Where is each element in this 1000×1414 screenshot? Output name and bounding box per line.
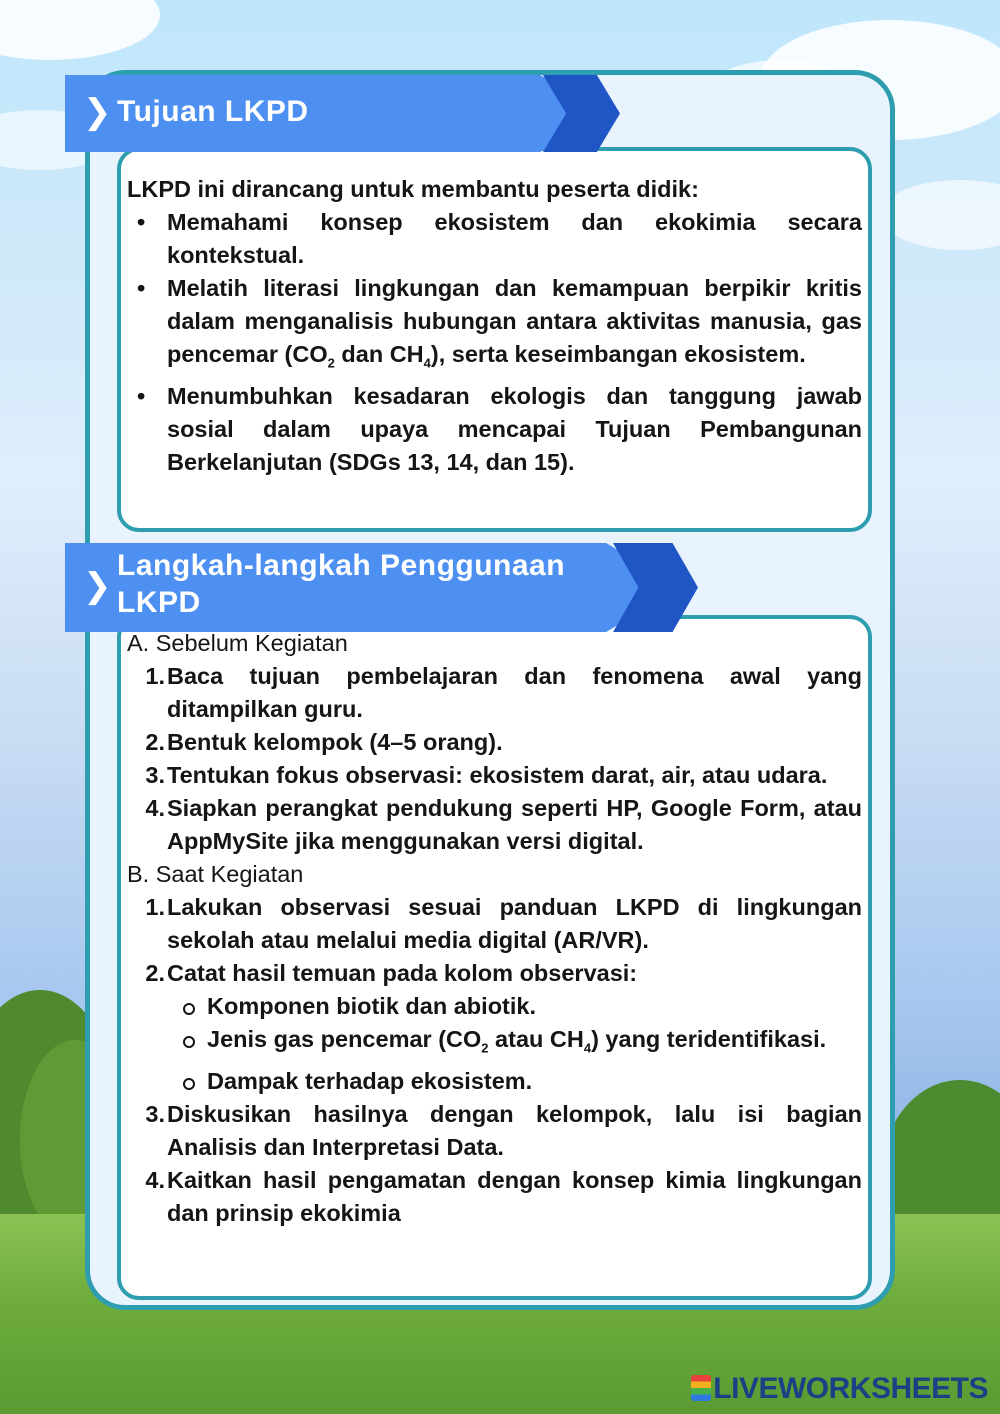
tujuan-list [127, 206, 862, 479]
list-item: • Melatih literasi lingkungan dan kemampuan berpikir kritis dalam menganalisis hubungan antara aktivitas manusia, gas pencemar ($CO_2$ dan $CH_4$), serta keseimbangan ekosistem. [127, 272, 862, 380]
list-item: 4. Siapkan perangkat pendukung seperti HP, Google Form, atau AppMySite jika menggunakan versi digital. [145, 795, 862, 854]
tujuan-content [127, 173, 862, 479]
chevron-right-icon: ❯ [83, 93, 112, 131]
tujuan-banner [65, 75, 620, 152]
section-heading: B. Saat Kegiatan [127, 861, 304, 887]
cloud [0, 0, 160, 60]
chevron-right-icon: ❯ [83, 567, 112, 605]
section-heading: A. Sebelum Kegiatan [127, 630, 348, 656]
list-item: 3. Tentukan fokus observasi: ekosistem darat, air, atau udara. [145, 762, 828, 788]
tujuan-intro: LKPD ini dirancang untuk membantu peserta didik: [127, 176, 699, 202]
liveworksheets-logo[interactable]: LIVEWORKSHEETS [691, 1372, 988, 1406]
langkah-title: Langkah-langkah Penggunaan LKPD [117, 549, 566, 619]
list-item: 1. Baca tujuan pembelajaran dan fenomena awal yang ditampilkan guru. [145, 663, 862, 722]
tujuan-title: Tujuan LKPD [117, 95, 309, 128]
logo-mark-icon [691, 1375, 711, 1401]
list-item: • Menumbuhkan kesadaran ekologis dan tanggung jawab sosial dalam upaya mencapai Tujuan Pembangunan Berkelanjutan (SDGs 13, 14, dan 15). [127, 380, 862, 479]
list-item: Dampak terhadap ekosistem. [167, 1065, 862, 1098]
cloud [880, 180, 1000, 250]
langkah-content [127, 627, 862, 1230]
langkah-banner [65, 543, 698, 632]
steps-during [127, 891, 862, 1230]
list-item: 2. Bentuk kelompok (4–5 orang). [145, 729, 503, 755]
list-item: 2. Catat hasil temuan pada kolom observasi: Komponen biotik dan abiotik. Jenis gas pencemar ($CO_2$ atau $CH_4$) yang teridentifikasi. Dampak terhadap ekosistem. [127, 957, 862, 1098]
steps-before [127, 660, 862, 858]
list-item: 3. Diskusikan hasilnya dengan kelompok, lalu isi bagian Analisis dan Interpretasi Data. [145, 1100, 862, 1160]
list-item: • Memahami konsep ekosistem dan ekokimia secara kontekstual. [127, 206, 862, 272]
list-item: 4. Kaitkan hasil pengamatan dengan konsep kimia lingkungan dan prinsip ekokimia [145, 1166, 862, 1226]
list-item: Jenis gas pencemar ($CO_2$ atau $CH_4$) yang teridentifikasi. [167, 1023, 862, 1065]
sub-list [167, 990, 862, 1098]
list-item: 1. Lakukan observasi sesuai panduan LKPD di lingkungan sekolah atau melalui media digital (AR/VR). [145, 894, 862, 953]
list-item: Komponen biotik dan abiotik. [167, 990, 862, 1023]
